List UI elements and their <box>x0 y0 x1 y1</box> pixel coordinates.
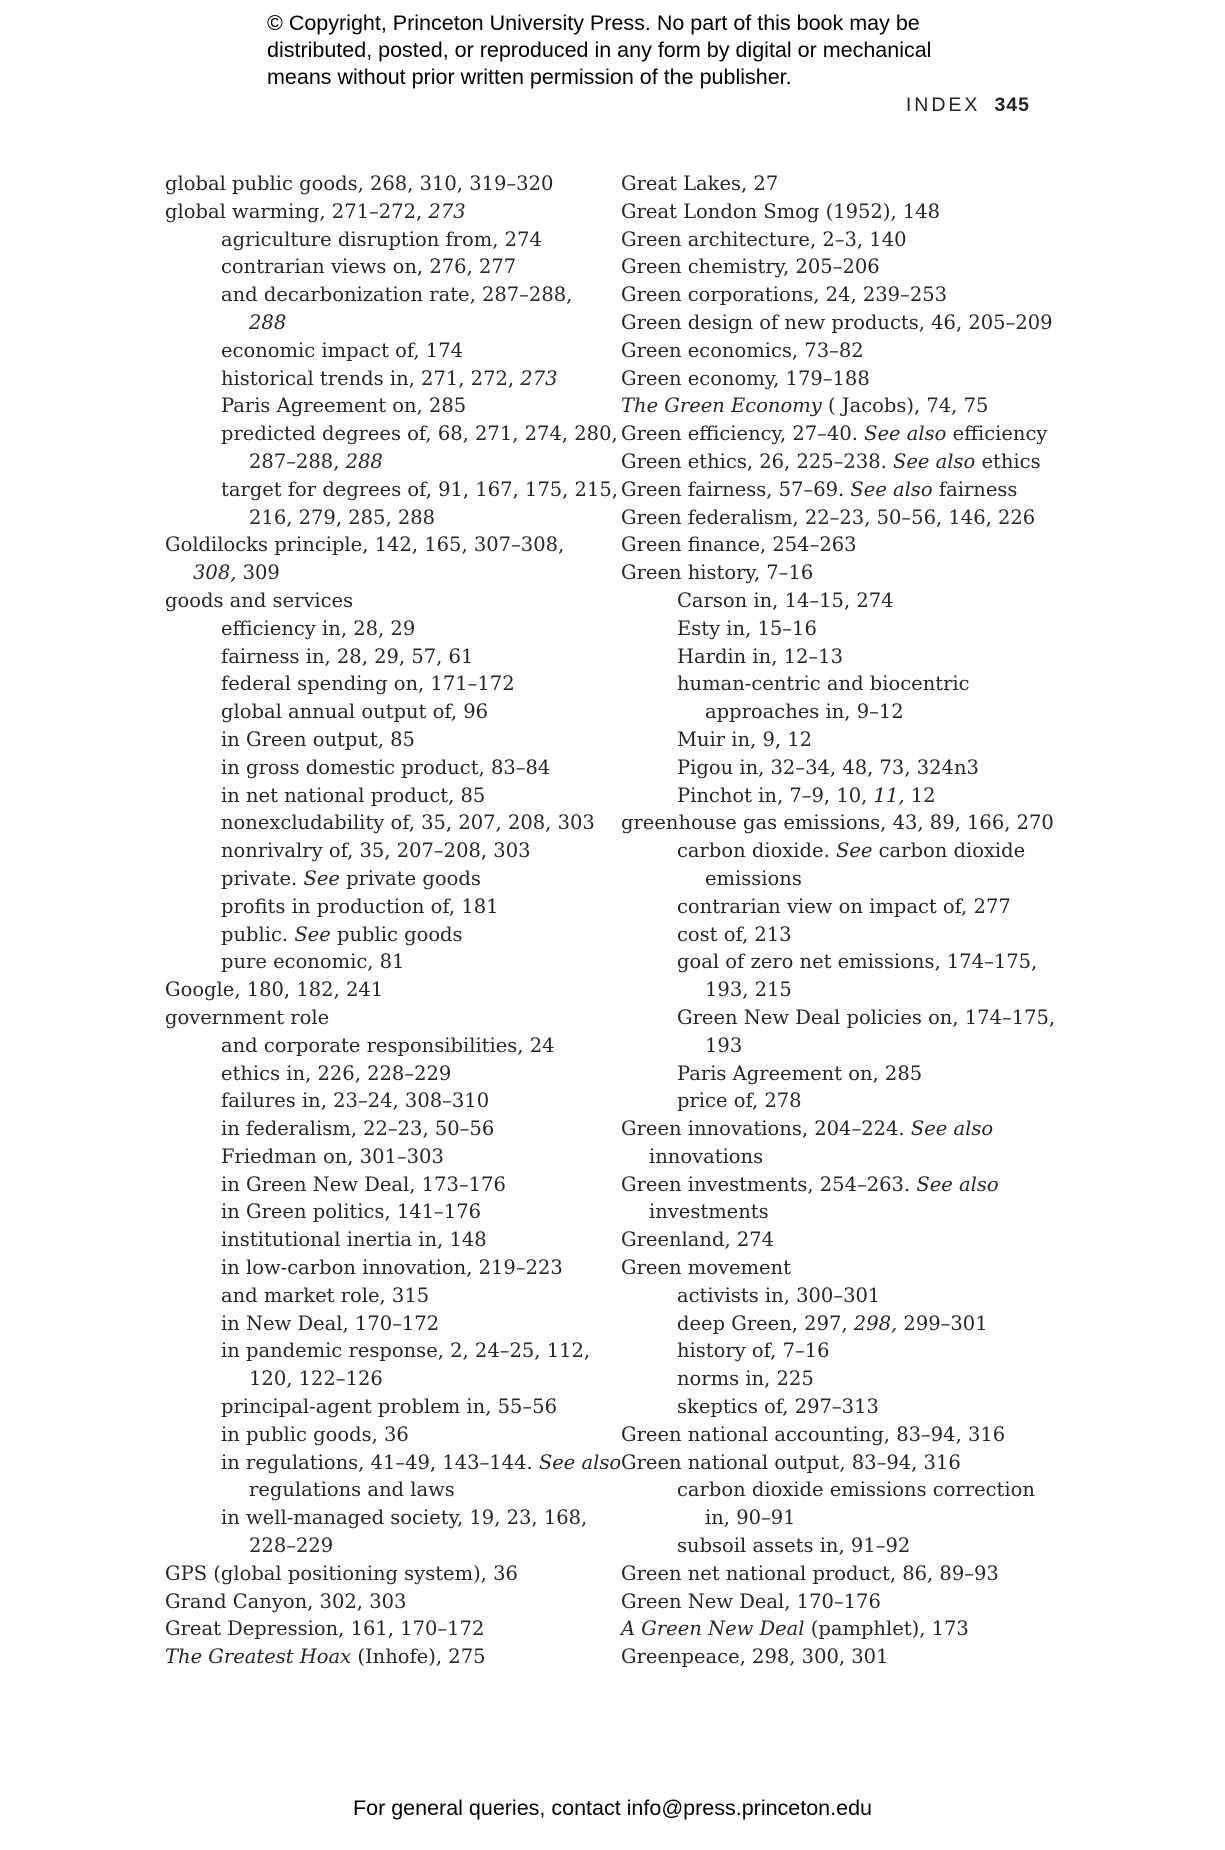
index-entry-text: Greenpeace, 298, 300, 301 <box>621 1645 889 1669</box>
index-entry <box>621 1449 1041 1477</box>
index-entry-text: regulations and laws <box>249 1478 455 1502</box>
index-subentry <box>165 365 595 393</box>
index-entry <box>165 1560 595 1588</box>
index-entry-text: global public goods, 268, 310, 319–320 <box>165 172 554 195</box>
index-entry-text: efficiency in, 28, 29 <box>221 616 416 640</box>
index-entry-text: Grand Canyon, 302, 303 <box>165 1589 407 1613</box>
index-entry-text: in pandemic response, 2, 24–25, 112, <box>221 1339 591 1363</box>
index-entry <box>165 198 595 226</box>
index-entry-text: Great London Smog (1952), 148 <box>621 199 941 223</box>
index-entry-text: Pigou in, 32–34, 48, 73, 324n3 <box>677 755 979 779</box>
index-entry <box>621 476 1041 504</box>
index-entry-text: Hardin in, 12–13 <box>677 644 843 668</box>
index-entry-text: history of, 7–16 <box>677 1339 830 1363</box>
index-entry-text: Green efficiency, 27–40. <box>621 422 865 446</box>
index-entry-text: economic impact of, 174 <box>221 338 464 362</box>
index-entry-text: government role <box>165 1005 330 1029</box>
index-subentry <box>165 420 618 448</box>
index-subentry <box>165 559 595 587</box>
index-subentry <box>165 1310 595 1338</box>
running-head <box>820 94 1030 117</box>
index-subentry <box>621 670 1041 698</box>
index-entry-text: efficiency <box>946 422 1048 446</box>
index-subentry <box>165 1532 595 1560</box>
index-subentry <box>165 948 595 976</box>
index-entry-text: global warming, 271–272, <box>165 199 429 223</box>
index-entry-text: in gross domestic product, 83–84 <box>221 755 551 779</box>
index-subentry <box>621 1032 1041 1060</box>
index-subentry <box>165 337 595 365</box>
index-entry-text: federal spending on, 171–172 <box>221 672 515 696</box>
index-subentry <box>621 643 1041 671</box>
index-entry-text: Google, 180, 182, 241 <box>165 978 384 1002</box>
index-entry-text: 12 <box>904 783 936 807</box>
index-entry <box>621 1254 1041 1282</box>
index-entry <box>621 281 1041 309</box>
index-entry-text: 288 <box>345 449 383 473</box>
footer-contact: For general queries, contact info@press.princeton.edu <box>352 1796 872 1820</box>
index-subentry <box>621 1060 1041 1088</box>
index-entry-text: Green economics, 73–82 <box>621 338 864 362</box>
index-entry-text: See <box>303 866 340 890</box>
index-entry <box>165 1588 595 1616</box>
index-entry-text: Carson in, 14–15, 274 <box>677 588 894 612</box>
index-entry-text: private. <box>221 866 304 890</box>
index-entry-text: and market role, 315 <box>221 1283 430 1307</box>
index-entry-text: Pinchot in, 7–9, 10, <box>677 783 874 807</box>
index-entry <box>165 976 595 1004</box>
index-subentry <box>621 1310 1041 1338</box>
index-entry <box>165 1643 595 1671</box>
index-subentry <box>165 1060 595 1088</box>
index-entry-text: (pamphlet), 173 <box>804 1617 969 1641</box>
index-entry <box>621 198 1041 226</box>
index-entry-text: global annual output of, 96 <box>221 700 489 724</box>
index-subentry <box>165 309 595 337</box>
index-entry-text: norms in, 225 <box>677 1367 814 1391</box>
index-subentry <box>621 1198 1041 1226</box>
index-entry-text: 298, <box>853 1311 898 1335</box>
index-entry-text: See also <box>864 422 947 446</box>
index-entry-text: Green New Deal policies on, 174–175, <box>677 1005 1056 1029</box>
index-subentry <box>165 1087 595 1115</box>
index-subentry <box>165 754 595 782</box>
index-entry-text: Great Depression, 161, 170–172 <box>165 1617 485 1641</box>
index-entry <box>621 504 1041 532</box>
page-number: 345 <box>994 94 1030 116</box>
index-entry-text: Green national output, 83–94, 316 <box>621 1450 961 1474</box>
index-entry <box>621 1421 1041 1449</box>
index-entry-text: contrarian view on impact of, 277 <box>677 894 1011 918</box>
index-entry-text: Greenland, 274 <box>621 1228 775 1252</box>
index-subentry <box>621 1476 1041 1504</box>
index-entry-text: Green design of new products, 46, 205–209 <box>621 310 1053 334</box>
index-entry-text: See also <box>893 449 976 473</box>
index-subentry <box>165 1198 595 1226</box>
index-entry-text: principal-agent problem in, 55–56 <box>221 1395 557 1419</box>
index-entry-text: Paris Agreement on, 285 <box>677 1061 923 1085</box>
index-subentry <box>165 865 595 893</box>
index-subentry <box>621 587 1041 615</box>
index-entry-text: in federalism, 22–23, 50–56 <box>221 1117 495 1141</box>
index-entry <box>621 309 1053 337</box>
index-subentry <box>165 1171 595 1199</box>
index-subentry <box>621 1393 1041 1421</box>
index-entry <box>621 809 1054 837</box>
index-entry-text: See also <box>916 1172 999 1196</box>
index-entry-text: 288 <box>249 310 287 334</box>
index-entry-text: pure economic, 81 <box>221 950 405 974</box>
index-subentry <box>165 1421 595 1449</box>
index-entry-text: public. <box>221 922 295 946</box>
index-subentry <box>621 865 1041 893</box>
index-entry-text: deep Green, 297, <box>677 1311 854 1335</box>
index-entry-text: in, 90–91 <box>705 1506 796 1530</box>
index-entry-text: 193 <box>705 1033 743 1057</box>
index-entry-text: in net national product, 85 <box>221 783 486 807</box>
index-subentry <box>621 893 1041 921</box>
index-subentry <box>165 1254 595 1282</box>
index-entry-text: Green corporations, 24, 239–253 <box>621 283 948 307</box>
index-entry <box>621 1588 1041 1616</box>
index-entry <box>621 226 1041 254</box>
index-entry-text: and corporate responsibilities, 24 <box>221 1033 555 1057</box>
index-entry-text: The Green Economy <box>621 394 822 418</box>
index-entry-text: Green history, 7–16 <box>621 561 814 585</box>
index-entry-text: in public goods, 36 <box>221 1422 409 1446</box>
index-entry-text: carbon dioxide emissions correction <box>677 1478 1035 1502</box>
index-entry <box>621 253 1041 281</box>
index-entry-text: private goods <box>339 866 481 890</box>
index-entry <box>621 1171 1041 1199</box>
index-entry-text: human-centric and biocentric <box>677 672 970 696</box>
index-entry-text: public goods <box>330 922 463 946</box>
index-entry-text: Green fairness, 57–69. <box>621 477 851 501</box>
index-entry-text: goal of zero net emissions, 174–175, <box>677 950 1038 974</box>
index-subentry <box>621 1365 1041 1393</box>
index-entry-text: 216, 279, 285, 288 <box>249 505 436 529</box>
index-subentry <box>165 1032 595 1060</box>
index-entry-text: innovations <box>649 1144 764 1168</box>
index-entry-text: Friedman on, 301–303 <box>221 1144 444 1168</box>
index-entry-text: goods and services <box>165 588 354 612</box>
index-subentry <box>165 1337 595 1365</box>
index-entry-text: in Green politics, 141–176 <box>221 1200 482 1224</box>
index-subentry <box>165 1226 595 1254</box>
index-subentry <box>621 837 1041 865</box>
index-subentry <box>165 670 595 698</box>
index-column-right <box>621 170 1056 1671</box>
index-subentry <box>165 1393 595 1421</box>
copyright-notice <box>267 10 1027 91</box>
index-entry-text: 193, 215 <box>705 978 792 1002</box>
index-entry <box>621 448 1041 476</box>
index-entry-text: target for degrees of, 91, 167, 175, 215, <box>221 477 618 501</box>
index-entry-text: cost of, 213 <box>677 922 792 946</box>
index-subentry <box>165 726 595 754</box>
index-entry-text: 273 <box>428 199 466 223</box>
index-subentry <box>165 226 595 254</box>
index-entry <box>621 420 1048 448</box>
index-subentry <box>165 698 595 726</box>
index-entry-text: See <box>294 922 331 946</box>
index-entry-text: in Green output, 85 <box>221 727 415 751</box>
index-entry <box>621 392 1041 420</box>
index-entry-text: Green federalism, 22–23, 50–56, 146, 226 <box>621 505 1036 529</box>
index-entry <box>165 1615 595 1643</box>
index-entry-text: profits in production of, 181 <box>221 894 499 918</box>
index-entry <box>165 1004 595 1032</box>
index-subentry <box>621 754 1041 782</box>
index-entry-text: approaches in, 9–12 <box>705 700 904 724</box>
index-entry-text: See <box>835 839 873 863</box>
index-entry-text: Green movement <box>621 1256 791 1280</box>
index-subentry <box>165 476 618 504</box>
index-entry-text: in low-carbon innovation, 219–223 <box>221 1256 563 1280</box>
index-entry-text: investments <box>649 1200 769 1224</box>
index-entry-text: 308, <box>193 561 237 585</box>
index-entry <box>621 531 1041 559</box>
index-subentry <box>165 1476 595 1504</box>
index-subentry <box>165 837 595 865</box>
index-entry-text: Green New Deal, 170–176 <box>621 1589 881 1613</box>
index-entry <box>621 365 1041 393</box>
index-entry-text: Green national accounting, 83–94, 316 <box>621 1422 1006 1446</box>
index-entry-text: nonexcludability of, 35, 207, 208, 303 <box>221 811 595 835</box>
index-entry-text: in regulations, 41–49, 143–144. <box>221 1450 539 1474</box>
index-entry-text: Green chemistry, 205–206 <box>621 255 880 279</box>
index-entry-text: 228–229 <box>249 1534 334 1558</box>
index-entry-text: GPS (global positioning system), 36 <box>165 1561 518 1585</box>
index-subentry <box>621 1087 1041 1115</box>
index-entry-text: ethics <box>975 449 1041 473</box>
index-entry-text: The Greatest Hoax <box>165 1645 352 1669</box>
index-subentry <box>621 948 1041 976</box>
index-entry-text: contrarian views on, 276, 277 <box>221 255 517 279</box>
index-entry-text: 309 <box>236 561 280 585</box>
index-subentry <box>621 1337 1041 1365</box>
index-entry-text: (Inhofe), 275 <box>351 1645 486 1669</box>
index-entry <box>621 170 1041 198</box>
index-entry-text: carbon dioxide. <box>677 839 836 863</box>
index-column-left <box>165 170 622 1671</box>
index-entry-text: See also <box>910 1117 994 1141</box>
index-entry-text: in New Deal, 170–172 <box>221 1311 440 1335</box>
index-entry-text: Green economy, 179–188 <box>621 366 870 390</box>
copyright-line: means without prior written permission of the publisher. <box>267 65 792 89</box>
index-subentry <box>621 782 1041 810</box>
index-entry-text: See also <box>538 1450 622 1474</box>
index-entry-text: carbon dioxide <box>872 839 1026 863</box>
index-entry-text: agriculture disruption from, 274 <box>221 227 542 251</box>
index-entry-text: Green ethics, 26, 225–238. <box>621 449 894 473</box>
running-head-label: INDEX <box>905 94 981 116</box>
index-subentry <box>621 1004 1056 1032</box>
index-entry-text: in Green New Deal, 173–176 <box>221 1172 506 1196</box>
index-subentry <box>621 1282 1041 1310</box>
index-entry <box>621 337 1041 365</box>
index-entry-text: Goldilocks principle, 142, 165, 307–308, <box>165 533 565 557</box>
index-entry <box>621 1615 1041 1643</box>
index-entry-text: Green net national product, 86, 89–93 <box>621 1561 999 1585</box>
index-entry <box>621 1560 1041 1588</box>
index-subentry <box>165 253 595 281</box>
index-subentry <box>165 504 595 532</box>
index-entry-text: ethics in, 226, 228–229 <box>221 1061 452 1085</box>
index-entry-text: price of, 278 <box>677 1089 802 1113</box>
index-entry-text: See also <box>850 477 933 501</box>
index-entry-text: Muir in, 9, 12 <box>677 727 813 751</box>
index-entry-text: nonrivalry of, 35, 207–208, 303 <box>221 839 531 863</box>
index-entry-text: A Green New Deal <box>621 1617 805 1641</box>
index-entry-text: and decarbonization rate, 287–288, <box>221 283 573 307</box>
index-entry <box>621 559 1041 587</box>
index-subentry <box>165 1282 595 1310</box>
index-entry-text: Green innovations, 204–224. <box>621 1117 911 1141</box>
index-entry-text: Green finance, 254–263 <box>621 533 857 557</box>
index-entry-text: 273 <box>520 366 558 390</box>
index-subentry <box>165 392 595 420</box>
index-subentry <box>165 782 595 810</box>
index-entry-text: Green architecture, 2–3, 140 <box>621 227 907 251</box>
index-entry-text: subsoil assets in, 91–92 <box>677 1534 911 1558</box>
index-entry-text: 287–288, <box>249 449 346 473</box>
index-subentry <box>165 893 595 921</box>
index-subentry <box>621 726 1041 754</box>
index-subentry <box>165 1143 595 1171</box>
index-subentry <box>165 281 595 309</box>
copyright-line: distributed, posted, or reproduced in any form by digital or mechanical <box>267 38 932 62</box>
index-entry <box>621 1115 1041 1143</box>
index-entry-text: failures in, 23–24, 308–310 <box>221 1089 490 1113</box>
index-entry-text: historical trends in, 271, 272, <box>221 366 521 390</box>
index-subentry <box>621 1532 1041 1560</box>
index-subentry <box>621 615 1041 643</box>
index-entry-text: 120, 122–126 <box>249 1367 383 1391</box>
index-subentry <box>621 1504 1041 1532</box>
index-entry-text: Esty in, 15–16 <box>677 616 817 640</box>
index-subentry <box>165 643 595 671</box>
index-subentry <box>165 1449 622 1477</box>
index-entry <box>165 531 595 559</box>
index-subentry <box>621 976 1041 1004</box>
index-entry-text: fairness in, 28, 29, 57, 61 <box>221 644 474 668</box>
index-entry-text: greenhouse gas emissions, 43, 89, 166, 270 <box>621 811 1054 835</box>
index-entry-text: activists in, 300–301 <box>677 1283 881 1307</box>
index-subentry <box>165 1504 595 1532</box>
index-subentry <box>621 921 1041 949</box>
index-subentry <box>165 448 595 476</box>
index-entry-text: institutional inertia in, 148 <box>221 1228 487 1252</box>
index-entry <box>621 1643 1041 1671</box>
index-entry-text: 11, <box>873 783 905 807</box>
copyright-line: © Copyright, Princeton University Press. No part of this book may be <box>267 11 920 35</box>
index-subentry <box>621 698 1041 726</box>
index-entry-text: emissions <box>705 866 802 890</box>
index-entry-text: ( Jacobs), 74, 75 <box>821 394 989 418</box>
index-entry-text: skeptics of, 297–313 <box>677 1395 879 1419</box>
index-subentry <box>165 615 595 643</box>
index-subentry <box>165 809 595 837</box>
index-entry <box>165 170 595 198</box>
index-subentry <box>165 1115 595 1143</box>
index-entry-text: Paris Agreement on, 285 <box>221 394 467 418</box>
index-entry-text: predicted degrees of, 68, 271, 274, 280, <box>221 422 618 446</box>
index-entry-text: Great Lakes, 27 <box>621 172 779 195</box>
index-entry-text: fairness <box>932 477 1018 501</box>
index-entry-text: in well-managed society, 19, 23, 168, <box>221 1506 588 1530</box>
index-subentry <box>165 921 595 949</box>
index-subentry <box>621 1143 1041 1171</box>
index-subentry <box>165 1365 595 1393</box>
index-entry-text: 299–301 <box>897 1311 988 1335</box>
index-entry <box>165 587 595 615</box>
index-entry <box>621 1226 1041 1254</box>
index-entry-text: Green investments, 254–263. <box>621 1172 917 1196</box>
